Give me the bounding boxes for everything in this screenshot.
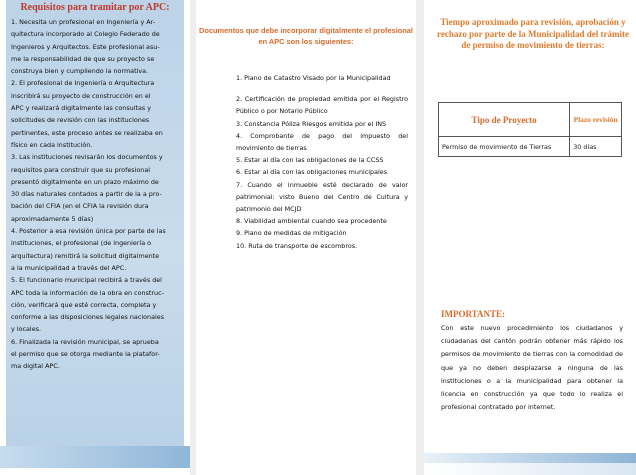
requirement-line: 1. Necesita un profesional en Ingeniería y Ar- [11, 18, 156, 26]
left-footer-bar [0, 446, 190, 468]
documents-title: Documentos que debe incorporar digitalmente el profesional en APC son los siguientes: [199, 26, 413, 46]
requirement-line: inscribirá su proyecto de construcción en el [11, 91, 151, 100]
requirement-line: 5. El funcionario municipal recibirá a través del [11, 276, 162, 285]
requirement-line: pertinentes, este proceso antes se realizaba en [11, 128, 163, 137]
column-gutter [190, 0, 196, 475]
requirement-line: construya bien y cumpliendo la normativa. [11, 67, 149, 76]
requirement-line: APC toda la información de la obra en construc- [11, 288, 164, 297]
requirement-line: presentó digitalmente en un plazo máximo de [11, 177, 159, 186]
right-footer-bar [424, 453, 636, 463]
requirement-line: quitectura incorporado al Colegio Federado de [11, 30, 160, 39]
project-type-cell: Permiso de movimiento de Tierras [439, 137, 570, 157]
list-item: 5. Estar al día con las obligaciones de la CCSS [236, 156, 384, 165]
review-period-cell: 30 días [570, 137, 622, 157]
table-row [439, 137, 622, 157]
requirements-text [11, 16, 183, 373]
requirement-line: aproximadamente 5 días) [11, 214, 94, 223]
review-time-title: Tiempo aproximado para revisión, aprobación y rechazo por parte de la Municipalidad del trámite de permiso de movimiento de tierras: [437, 17, 629, 50]
requirements-title: Requisitos para tramitar por APC: [20, 2, 170, 13]
list-item: 8. Viabilidad ambiental cuando sea procedente [236, 217, 387, 226]
list-item: 3. Constancia Póliza Riesgos emitida por el INS [236, 119, 387, 128]
list-item: 6. Estar al día con las obligaciones municipales [236, 168, 388, 177]
right-footer-fade [424, 463, 636, 475]
requirement-line: 4. Posterior a esa revisión única por parte de las [11, 227, 166, 236]
review-time-table [438, 102, 622, 157]
list-item: 2. Certificación de propiedad emitida por el Registro Público o por Notario Público [236, 95, 408, 116]
requirement-line: APC y realizará digitalmente las consultas y [11, 104, 152, 113]
requirement-line: arquitectura) remitirá la solicitud digitalmente [11, 251, 160, 260]
documents-list [236, 72, 408, 252]
list-item: 1. Plano de Catastro Visado por la Municipalidad [236, 74, 391, 82]
requirement-line: 2. El profesional de Ingeniería o Arquitectura [11, 79, 155, 88]
requirement-line: Ingenieros y Arquitectos. Este profesional asu- [11, 42, 160, 51]
requirement-line: 6. Finalizada la revisión municipal, se aprueba [11, 337, 159, 346]
requirement-line: solicitudes de revisión con las instituciones [11, 116, 150, 125]
project-type-header: Tipo de Proyecto [439, 103, 570, 137]
column-gutter [416, 0, 424, 475]
requirement-line: instituciones, el profesional (de ingeniería o [11, 239, 152, 248]
list-item: 4. Comprobante de pago del impuesto del movimiento de tierras [236, 131, 408, 153]
requirement-line: físico en cada institución. [11, 140, 93, 149]
requirement-line: requisitos para construir que su profesional [11, 165, 151, 174]
list-item: 9. Plano de medidas de mitigación [236, 229, 347, 238]
requirement-line: 3. Las instituciones revisarán los documentos y [11, 153, 163, 162]
table-header-row [439, 103, 622, 137]
requirement-line: me la responsabilidad de que su proyecto se [11, 54, 155, 63]
important-text: Con este nuevo procedimiento los ciudadanos y ciudadanas del cantón podrán obtener más rápido los permisos de movimiento de tierras con la comodidad de que ya no deben desplazarse a ninguna de las instituciones o a la municipalidad para obtener la licencia en construcción ya que todo lo realiza el profesional contratado por internet. [441, 324, 623, 412]
requirement-line: ción, verificará que esté correcta, completa y [11, 300, 157, 309]
requirement-line: 30 días naturales contados a partir de la a pro- [11, 190, 162, 199]
list-item: 7. Cuando el inmueble esté declarado de valor patrimonial: visto Bueno del Centro de Cultura y patrimonio del MCJD [236, 180, 408, 214]
list-item: 10. Ruta de transporte de escombros. [236, 241, 358, 250]
review-period-header: Plazo revisión [570, 103, 622, 137]
requirement-line: el permiso que se otorga mediante la platafor- [11, 350, 160, 359]
important-title: IMPORTANTE: [441, 309, 506, 319]
requirement-line: conforme a las disposiciones legales nacionales [11, 313, 165, 322]
requirement-line: bación del CFIA (en el CFIA la revisión dura [11, 202, 149, 211]
requirement-line: y locales. [11, 325, 41, 334]
requirement-line: a la municipalidad a través del APC. [11, 263, 127, 272]
requirement-line: ma digital APC. [11, 362, 60, 371]
